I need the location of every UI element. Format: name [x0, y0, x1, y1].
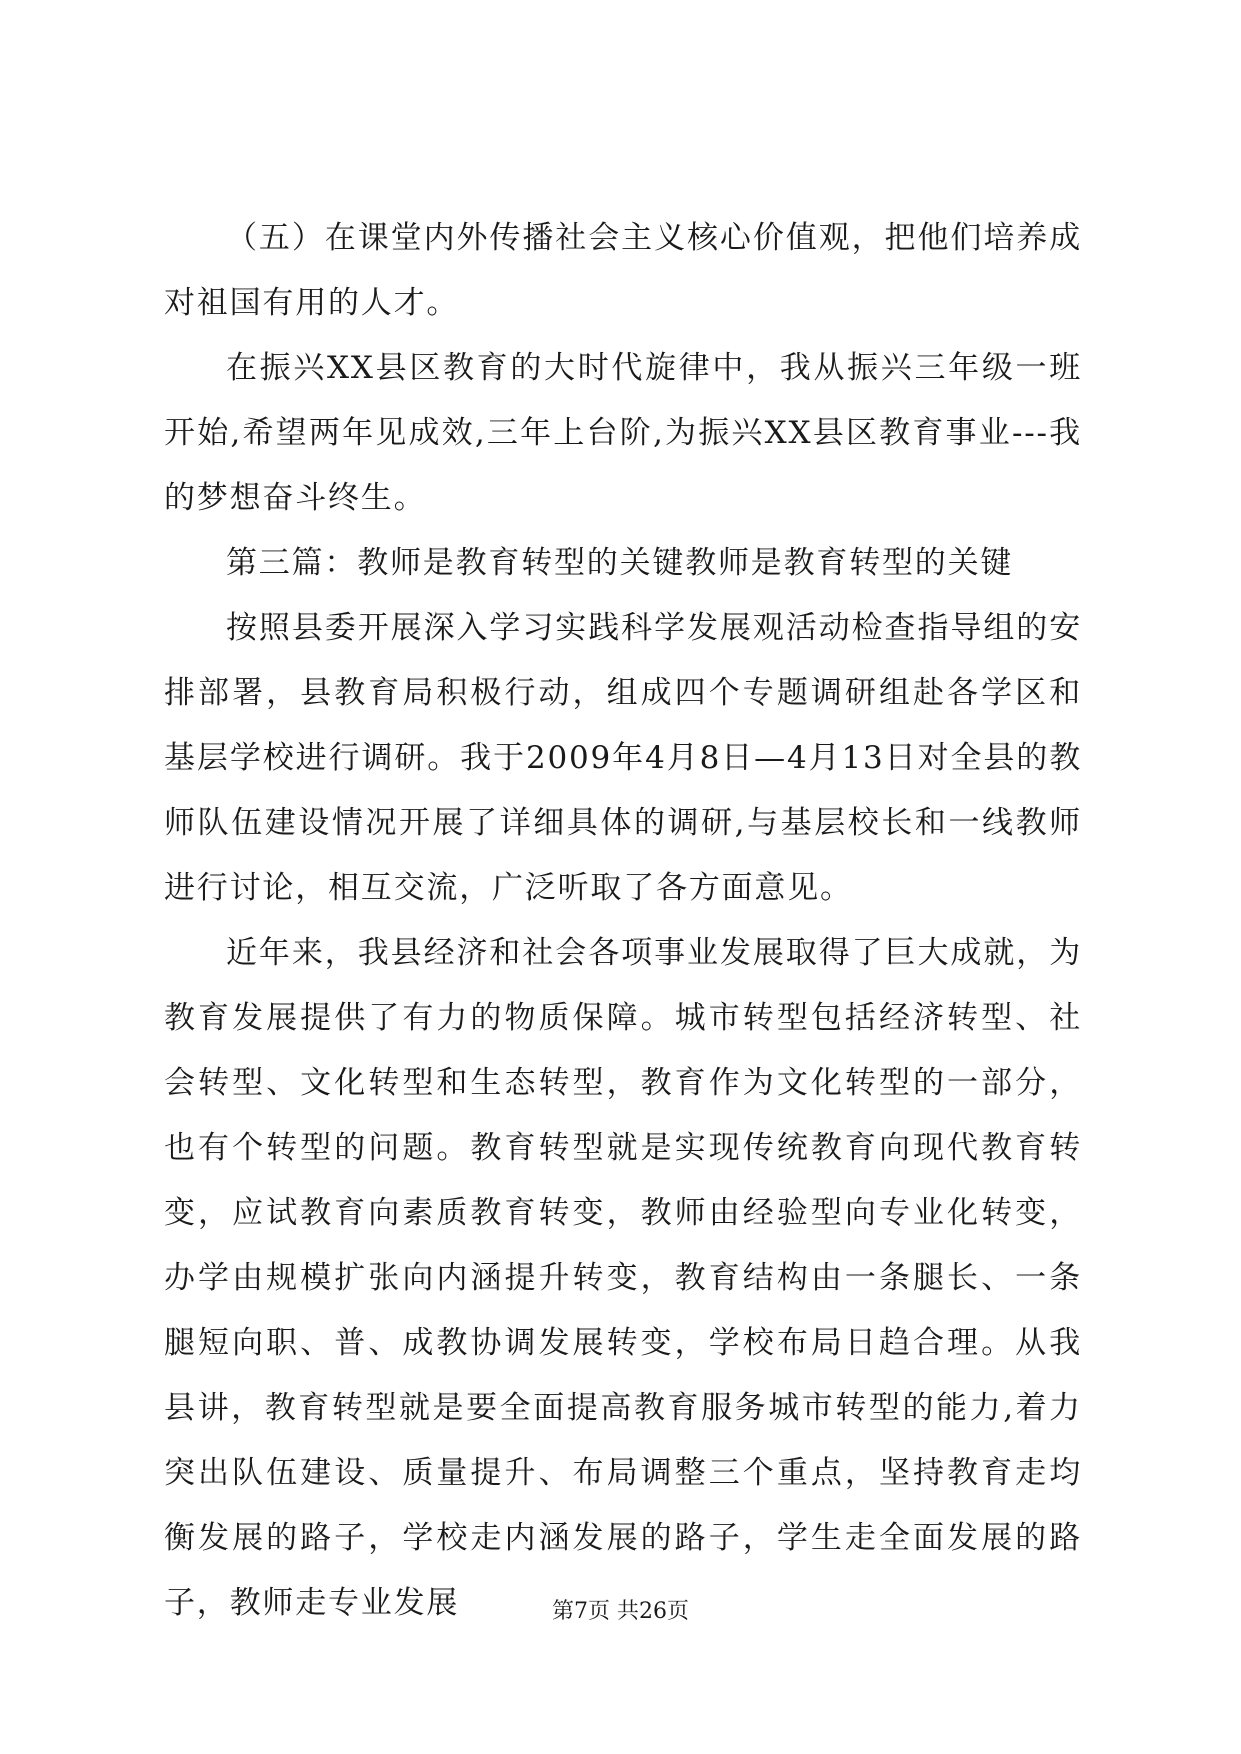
document-body	[164, 206, 1082, 1636]
section-heading: 第三篇：教师是教育转型的关键教师是教育转型的关键	[226, 545, 1014, 581]
paragraph-2: 在振兴XX县区教育的大时代旋律中，我从振兴三年级一班开始,希望两年见成效,三年上台阶,为振兴XX县区教育事业---我的梦想奋斗终生。	[164, 350, 1082, 516]
paragraph-4: 近年来，我县经济和社会各项事业发展取得了巨大成就，为教育发展提供了有力的物质保障。城市转型包括经济转型、社会转型、文化转型和生态转型，教育作为文化转型的一部分，也有个转型的问题。教育转型就是实现传统教育向现代教育转变，应试教育向素质教育转变，教师由经验型向专业化转变，办学由规模扩张向内涵提升转变，教育结构由一条腿长、一条腿短向职、普、成教协调发展转变，学校布局日趋合理。从我县讲，教育转型就是要全面提高教育服务城市转型的能力,着力突出队伍建设、质量提升、布局调整三个重点，坚持教育走均衡发展的路子，学校走内涵发展的路子，学生走全面发展的路子，教师走专业发展	[164, 935, 1082, 1621]
paragraph-3: 按照县委开展深入学习实践科学发展观活动检查指导组的安排部署，县教育局积极行动，组成四个专题调研组赴各学区和基层学校进行调研。我于2009年4月8日—4月13日对全县的教师队伍建设情况开展了详细具体的调研,与基层校长和一线教师进行讨论，相互交流，广泛听取了各方面意见。	[164, 610, 1082, 906]
page-number-footer: 第7页 共26页	[552, 1599, 689, 1624]
paragraph-1: （五）在课堂内外传播社会主义核心价值观，把他们培养成对祖国有用的人才。	[164, 220, 1082, 321]
